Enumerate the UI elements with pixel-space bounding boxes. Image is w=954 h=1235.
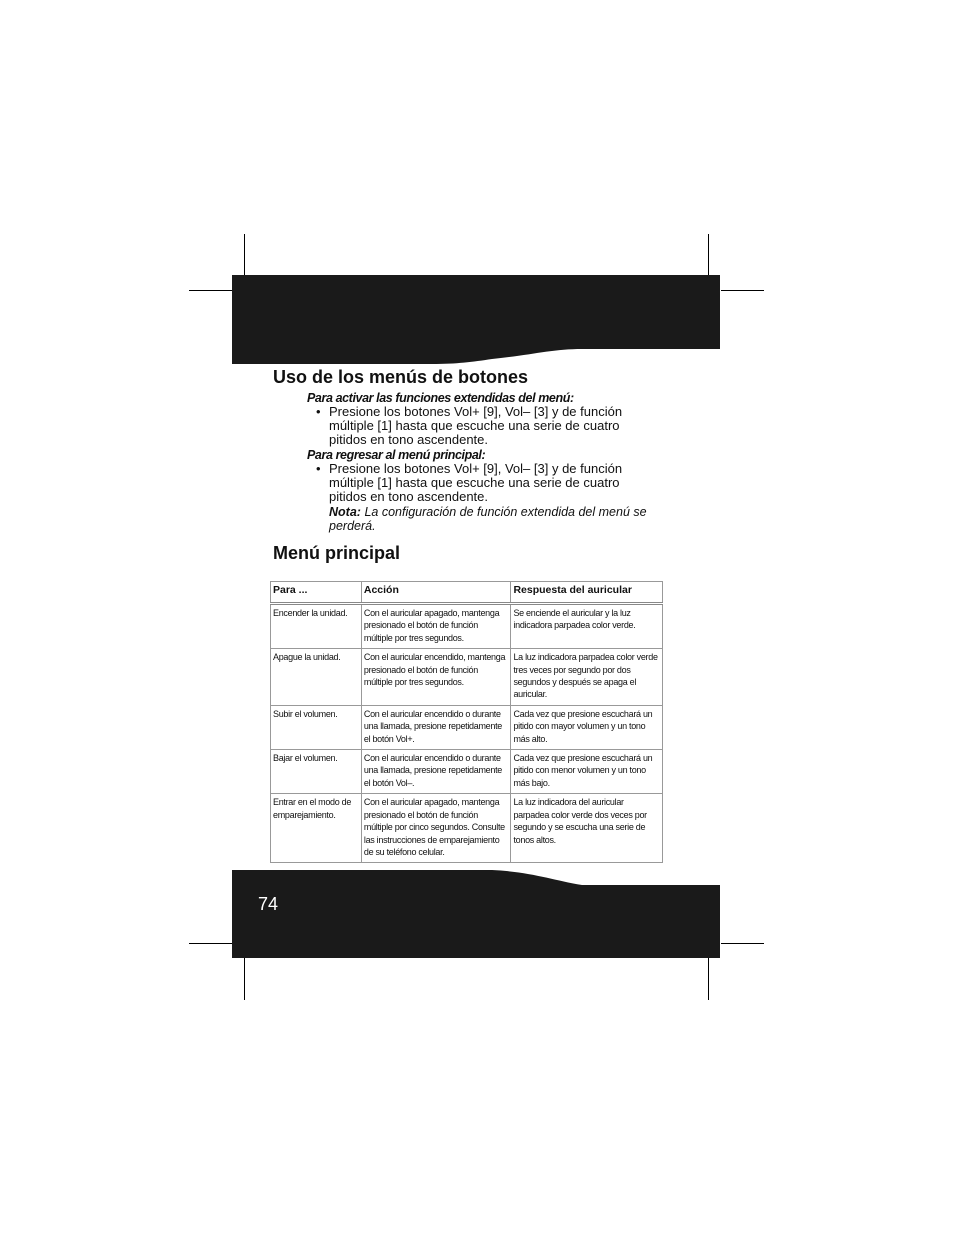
table-cell: Con el auricular encendido o durante una llamada, presione repetidamente el botón Vol–. — [361, 750, 511, 794]
crop-mark — [244, 958, 245, 1000]
subheading-activate: Para activar las funciones extendidas del menú: — [307, 391, 574, 405]
table-row — [271, 604, 663, 649]
note-text: La configuración de función extendida del menú se perderá. — [329, 505, 647, 533]
table-cell: Cada vez que presione escuchará un pitido con menor volumen y un tono más bajo. — [511, 750, 663, 794]
table-cell: Cada vez que presione escuchará un pitido con mayor volumen y un tono más alto. — [511, 705, 663, 749]
crop-mark — [189, 290, 232, 291]
section-title: Uso de los menús de botones — [273, 367, 529, 387]
crop-mark — [721, 943, 764, 944]
table-cell: Con el auricular apagado, mantenga presionado el botón de función múltiple por cinco segundos. Consulte las instrucciones de emparejamiento de su teléfono celular. — [361, 794, 511, 863]
crop-mark — [244, 234, 245, 276]
column-header: Para ... — [271, 582, 362, 604]
table-cell: Entrar en el modo de emparejamiento. — [271, 794, 362, 863]
bullet-text: Presione los botones Vol+ [9], Vol– [3] y de función múltiple [1] hasta que escuche una serie de cuatro pitidos en tono ascendente. — [329, 404, 623, 447]
crop-mark — [721, 290, 764, 291]
table-cell: Encender la unidad. — [271, 604, 362, 649]
table-cell: Apague la unidad. — [271, 649, 362, 706]
crop-mark — [189, 943, 232, 944]
column-header: Acción — [361, 582, 511, 604]
table-row — [271, 794, 663, 863]
bullet-icon: • — [316, 461, 321, 476]
crop-mark — [708, 234, 709, 276]
page-number: 74 — [258, 894, 279, 914]
section-title: Menú principal — [273, 543, 401, 563]
table-row — [271, 649, 663, 706]
footer-band — [232, 870, 720, 958]
note-label: Nota: — [329, 505, 361, 519]
table-cell: Con el auricular encendido, mantenga presionado el botón de función múltiple por tres segundos. — [361, 649, 511, 706]
column-header: Respuesta del auricular — [511, 582, 663, 604]
table-cell: La luz indicadora parpadea color verde tres veces por segundo por dos segundos y después se apaga el auricular. — [511, 649, 663, 706]
note — [329, 505, 659, 533]
bullet-text: Presione los botones Vol+ [9], Vol– [3] y de función múltiple [1] hasta que escuche una serie de cuatro pitidos en tono ascendente. — [329, 461, 623, 504]
table-row — [271, 705, 663, 749]
table-cell: Subir el volumen. — [271, 705, 362, 749]
table-cell: La luz indicadora del auricular parpadea color verde dos veces por segundo y se escucha una serie de tonos altos. — [511, 794, 663, 863]
bullet-icon: • — [316, 404, 321, 419]
table-row — [271, 750, 663, 794]
table-cell: Con el auricular apagado, mantenga presionado el botón de función múltiple por tres segundos. — [361, 604, 511, 649]
crop-mark — [708, 958, 709, 1000]
subheading-return: Para regresar al menú principal: — [307, 448, 486, 462]
table-cell: Se enciende el auricular y la luz indicadora parpadea color verde. — [511, 604, 663, 649]
table-cell: Con el auricular encendido o durante una llamada, presione repetidamente el botón Vol+. — [361, 705, 511, 749]
menu-table — [270, 581, 663, 863]
table-header-row — [271, 582, 663, 604]
header-band — [232, 275, 720, 365]
table-cell: Bajar el volumen. — [271, 750, 362, 794]
